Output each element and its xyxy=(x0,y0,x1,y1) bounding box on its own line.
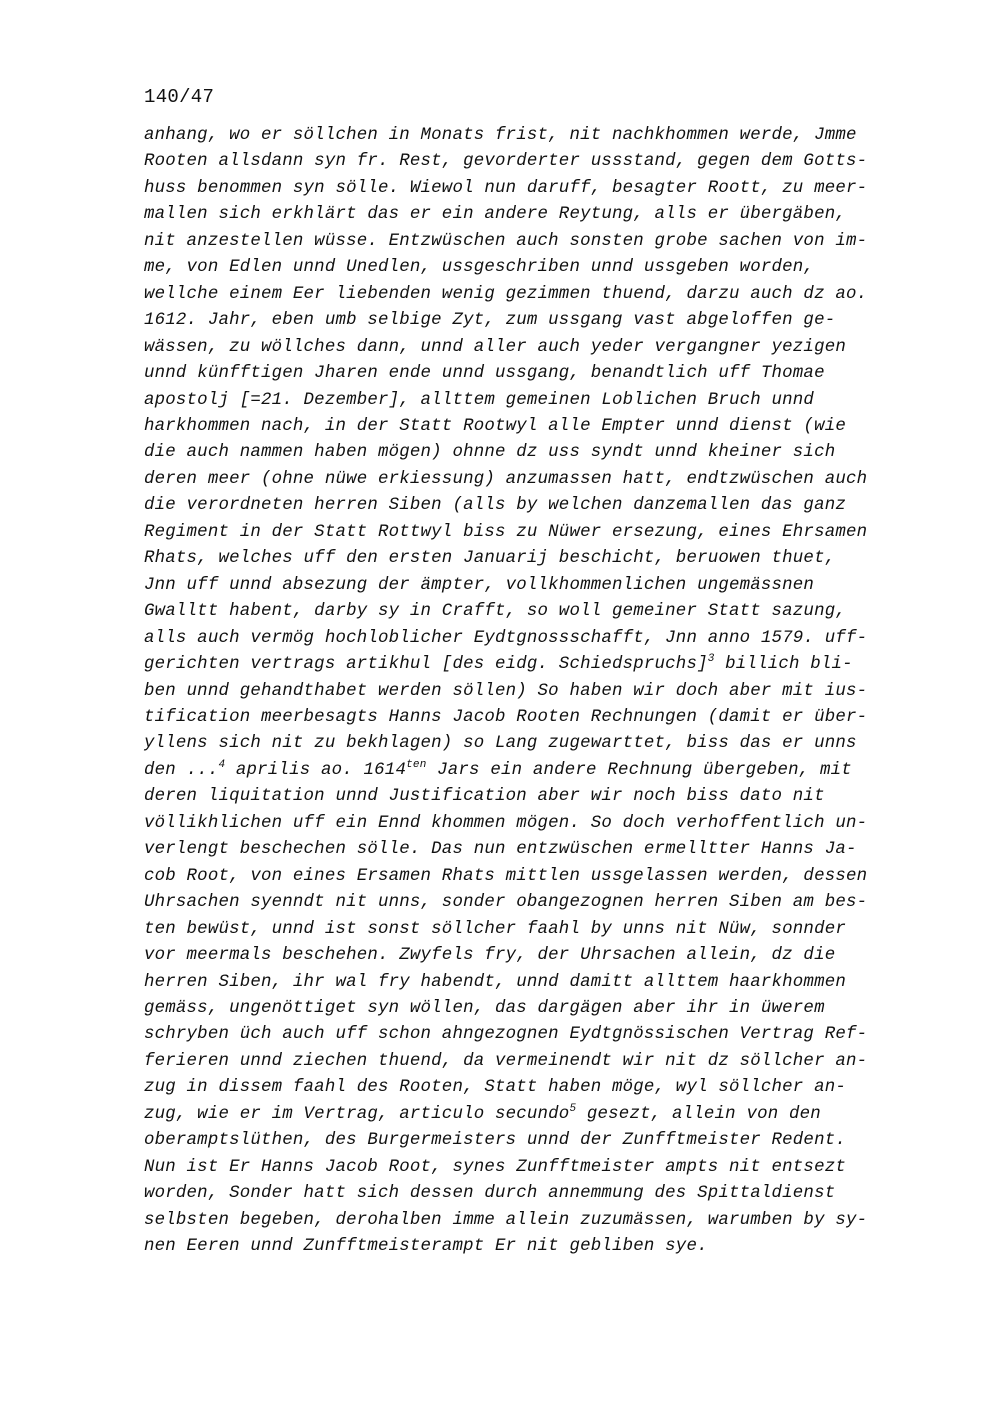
text-segment: anhang, wo er söllchen in Monats frist, nit nachkhommen werde, Jmme xyxy=(144,126,857,145)
text-line xyxy=(144,1208,924,1234)
text-segment: yllens sich nit zu bekhlagen) so Lang zugewarttet, biss das er unns xyxy=(144,734,857,754)
text-segment: herren Siben, ihr wal fry habendt, unnd damitt allttem haarkhommen xyxy=(144,972,846,992)
text-line xyxy=(144,123,924,149)
text-line xyxy=(144,1049,924,1075)
text-line xyxy=(144,705,924,731)
text-segment: die verordneten herren Siben (alls by welchen danzemallen das ganz xyxy=(144,496,846,516)
text-line xyxy=(144,1075,924,1101)
text-segment: Uhrsachen syenndt nit unns, sonder obangezognen herren Siben am bes- xyxy=(144,893,868,913)
text-line xyxy=(144,943,924,969)
text-segment: völlikhlichen uff ein Ennd khommen mögen. So doch verhoffentlich un- xyxy=(144,813,868,833)
text-segment: Regiment in der Statt Rottwyl biss zu Nüwer ersezung, eines Ehrsamen xyxy=(144,522,868,542)
text-segment: unnd künfftigen Jharen ende unnd ussgang, benandtlich uff Thomae xyxy=(144,364,825,384)
text-segment: wässen, zu wöllches dann, unnd aller auch yeder vergangner yezigen xyxy=(144,337,846,357)
text-segment: wellche einem Eer liebenden wenig gezimmen thuend, darzu auch dz ao. xyxy=(144,284,868,304)
footnote-marker: ten xyxy=(406,759,427,772)
text-line xyxy=(144,1022,924,1048)
page-number: 140/47 xyxy=(144,86,215,108)
text-segment: billich bli- xyxy=(714,655,853,675)
text-segment: gerichten vertrags artikhul [des eidg. Schiedspruchs] xyxy=(144,655,708,675)
text-line xyxy=(144,546,924,572)
text-line xyxy=(144,837,924,863)
text-line xyxy=(144,202,924,228)
text-line xyxy=(144,1181,924,1207)
text-line xyxy=(144,731,924,757)
text-segment: Rhats, welches uff den ersten Januarij beschicht, beruowen thuet, xyxy=(144,549,836,569)
text-line xyxy=(144,917,924,943)
text-line xyxy=(144,388,924,414)
text-line xyxy=(144,255,924,281)
text-segment: ten bewüst, unnd ist sonst söllcher faahl by unns nit Nüw, sonnder xyxy=(144,919,846,939)
text-line xyxy=(144,176,924,202)
text-line xyxy=(144,149,924,175)
text-segment: ferieren unnd ziechen thuend, da vermeinendt wir nit dz söllcher an- xyxy=(144,1051,868,1071)
text-segment: me, von Edlen unnd Unedlen, ussgeschriben unnd ussgeben worden, xyxy=(144,258,815,278)
text-segment: Gwalltt habent, darby sy in Crafft, so woll gemeiner Statt sazung, xyxy=(144,602,846,622)
text-line xyxy=(144,890,924,916)
text-line xyxy=(144,626,924,652)
text-line xyxy=(144,520,924,546)
text-segment: Rooten allsdann syn fr. Rest, gevorderter ussstand, gegen dem Gotts- xyxy=(144,152,868,172)
text-line xyxy=(144,335,924,361)
footnote-marker: 5 xyxy=(569,1102,577,1115)
text-segment: aprilis ao. 1614 xyxy=(225,760,407,780)
text-line xyxy=(144,282,924,308)
text-line xyxy=(144,758,924,784)
text-segment: nit anzestellen wüsse. Entzwüschen auch sonsten grobe sachen von im- xyxy=(144,231,868,251)
text-segment: ben unnd gehandthabet werden söllen) So haben wir doch aber mit ius- xyxy=(144,681,868,701)
text-line xyxy=(144,1128,924,1154)
text-segment: deren liquitation unnd Justification aber wir noch biss dato nit xyxy=(144,787,825,807)
body-text xyxy=(144,123,924,1260)
text-line xyxy=(144,414,924,440)
text-line xyxy=(144,679,924,705)
text-line xyxy=(144,811,924,837)
text-segment: nen Eeren unnd Zunfftmeisterampt Er nit gebliben sye. xyxy=(144,1237,708,1257)
text-line xyxy=(144,1155,924,1181)
text-segment: mallen sich erkhlärt das er ein andere Reytung, alls er übergäben, xyxy=(144,205,846,225)
footnote-marker: 4 xyxy=(218,759,226,772)
text-segment: oberamptslüthen, des Burgermeisters unnd der Zunfftmeister Redent. xyxy=(144,1131,846,1151)
text-segment: harkhommen nach, in der Statt Rootwyl alle Empter unnd dienst (wie xyxy=(144,416,846,436)
text-line xyxy=(144,599,924,625)
text-line xyxy=(144,308,924,334)
text-segment: tification meerbesagts Hanns Jacob Rooten Rechnungen (damit er über- xyxy=(144,707,868,727)
text-line xyxy=(144,361,924,387)
text-line xyxy=(144,493,924,519)
text-segment: Jars ein andere Rechnung übergeben, mit xyxy=(426,760,852,780)
footnote-marker: 3 xyxy=(707,653,715,666)
text-segment: selbsten begeben, derohalben imme allein zuzumässen, warumben by sy- xyxy=(144,1210,868,1230)
text-line xyxy=(144,229,924,255)
text-segment: 1612. Jahr, eben umb selbige Zyt, zum ussgang vast abgeloffen ge- xyxy=(144,311,836,331)
text-segment: apostolj [=21. Dezember], allttem gemeinen Loblichen Bruch unnd xyxy=(144,390,815,410)
text-line xyxy=(144,970,924,996)
text-segment: cob Root, von eines Ersamen Rhats mittlen ussgelassen werden, dessen xyxy=(144,866,868,886)
text-segment: worden, Sonder hatt sich dessen durch annemmung des Spittaldienst xyxy=(144,1184,836,1204)
text-line xyxy=(144,996,924,1022)
text-segment: verlengt beschechen sölle. Das nun entzwüschen ermelltter Hanns Ja- xyxy=(144,840,857,860)
text-line xyxy=(144,573,924,599)
text-segment: zug in dissem faahl des Rooten, Statt haben möge, wyl söllcher an- xyxy=(144,1078,846,1098)
text-segment: Nun ist Er Hanns Jacob Root, synes Zunfftmeister ampts nit entsezt xyxy=(144,1157,846,1177)
text-segment: die auch nammen haben mögen) ohnne dz uss syndt unnd kheiner sich xyxy=(144,443,836,463)
text-segment: Jnn uff unnd absezung der ämpter, vollkhommenlichen ungemässnen xyxy=(144,575,815,595)
text-line xyxy=(144,467,924,493)
text-segment: huss benommen syn sölle. Wiewol nun daruff, besagter Roott, zu meer- xyxy=(144,178,868,198)
text-segment: schryben üch auch uff schon ahngezognen Eydtgnössischen Vertrag Ref- xyxy=(144,1025,868,1045)
text-segment: gesezt, allein von den xyxy=(576,1104,821,1124)
text-segment: den ... xyxy=(144,760,219,780)
text-line xyxy=(144,652,924,678)
text-segment: zug, wie er im Vertrag, articulo secundo xyxy=(144,1104,570,1124)
text-segment: alls auch vermög hochloblicher Eydtgnossschafft, Jnn anno 1579. uff- xyxy=(144,628,868,648)
text-line xyxy=(144,1102,924,1128)
text-segment: gemäss, ungenöttiget syn wöllen, das dargägen aber ihr in üwerem xyxy=(144,998,825,1018)
text-segment: deren meer (ohne nüwe erkiessung) anzumassen hatt, endtzwüschen auch xyxy=(144,469,868,489)
text-segment: vor meermals beschehen. Zwyfels fry, der Uhrsachen allein, dz die xyxy=(144,946,836,966)
text-line xyxy=(144,864,924,890)
text-line xyxy=(144,1234,924,1260)
text-line xyxy=(144,440,924,466)
text-line xyxy=(144,784,924,810)
